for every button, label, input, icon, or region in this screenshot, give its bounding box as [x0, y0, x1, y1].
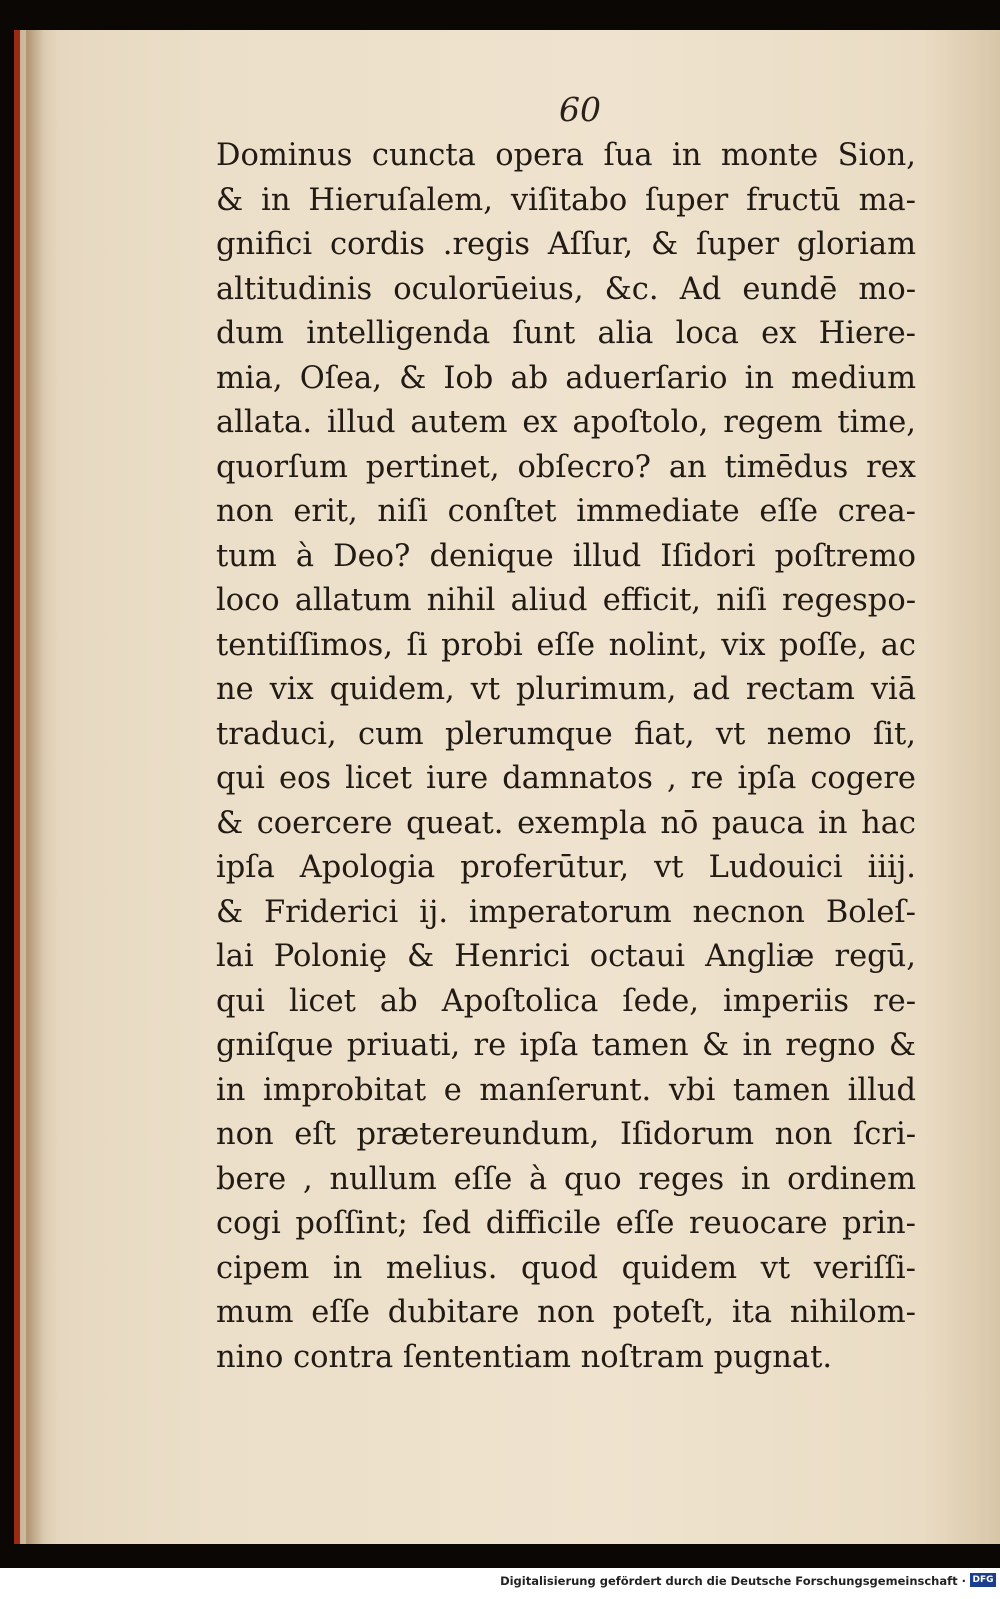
text-line: ne vix quidem, vt plurimum, ad rectam viā [216, 672, 916, 707]
text-line: ipſa Apologia proferūtur, vt Ludouici iiij. [216, 850, 916, 885]
text-line: altitudinis oculorūeius, &c. Ad eundē mo- [216, 271, 916, 307]
text-line: gniſque priuati, re ipſa tamen & in regno & [216, 1028, 916, 1063]
text-line: allata. illud autem ex apoſtolo, regem time, [216, 405, 916, 440]
text-line: traduci, cum plerumque fiat, vt nemo ſit, [216, 716, 916, 752]
text-line: non eſt prætereundum, Iſidorum non ſcri- [216, 1117, 916, 1152]
text-line: Dominus cuncta opera ſua in monte Sion, [216, 138, 916, 173]
text-line: in improbitat e manſerunt. vbi tamen illud [216, 1072, 916, 1108]
body-text [216, 134, 916, 1380]
text-line: & Friderici ij. imperatorum necnon Boleſ- [216, 894, 916, 930]
digitization-credit: Digitalisierung gefördert durch die Deutsche Forschungsgemeinschaft · [500, 1574, 966, 1588]
text-line: tentiſſimos, ſi probi eſſe nolint, vix poſſe, ac [216, 627, 916, 663]
book-page [14, 30, 1000, 1544]
text-line: tum à Deo? denique illud Iſidori poſtremo [216, 538, 916, 574]
dfg-logo-icon: DFG [970, 1573, 996, 1587]
text-line: loco allatum nihil aliud efficit, niſi regespo- [216, 583, 916, 618]
text-line: nino contra ſententiam noſtram pugnat. [216, 1339, 833, 1375]
text-line: & in Hieruſalem, viſitabo ſuper fructū ma- [216, 182, 916, 218]
text-line: gnifici cordis .regis Aſſur, & ſuper gloriam [216, 227, 916, 262]
text-line: qui licet ab Apoſtolica ſede, imperiis re- [216, 983, 916, 1019]
text-line: qui eos licet iure damnatos , re ipſa cogere [216, 761, 916, 796]
page-number: 60 [559, 90, 601, 129]
text-line: quorſum pertinet, obſecro? an timēdus rex [216, 449, 916, 485]
text-line: mum eſſe dubitare non poteſt, ita nihilom- [216, 1295, 916, 1330]
text-line: mia, Oſea, & Iob ab aduerſario in medium [216, 360, 916, 396]
text-line: dum intelligenda ſunt alia loca ex Hiere- [216, 316, 916, 351]
text-line: bere , nullum eſſe à quo reges in ordinem [216, 1161, 916, 1197]
text-line: & coercere queat. exempla nō pauca in hac [216, 805, 916, 841]
footer-bar [0, 1570, 1000, 1599]
text-line: cipem in melius. quod quidem vt veriſſi- [216, 1250, 916, 1286]
text-line: lai Poloniȩ & Henrici octaui Angliæ regū, [216, 939, 916, 974]
text-line: cogi poſſint; ſed difficile eſſe reuocare prin- [216, 1206, 916, 1241]
text-line: non erit, niſi conſtet immediate eſſe crea- [216, 494, 916, 529]
